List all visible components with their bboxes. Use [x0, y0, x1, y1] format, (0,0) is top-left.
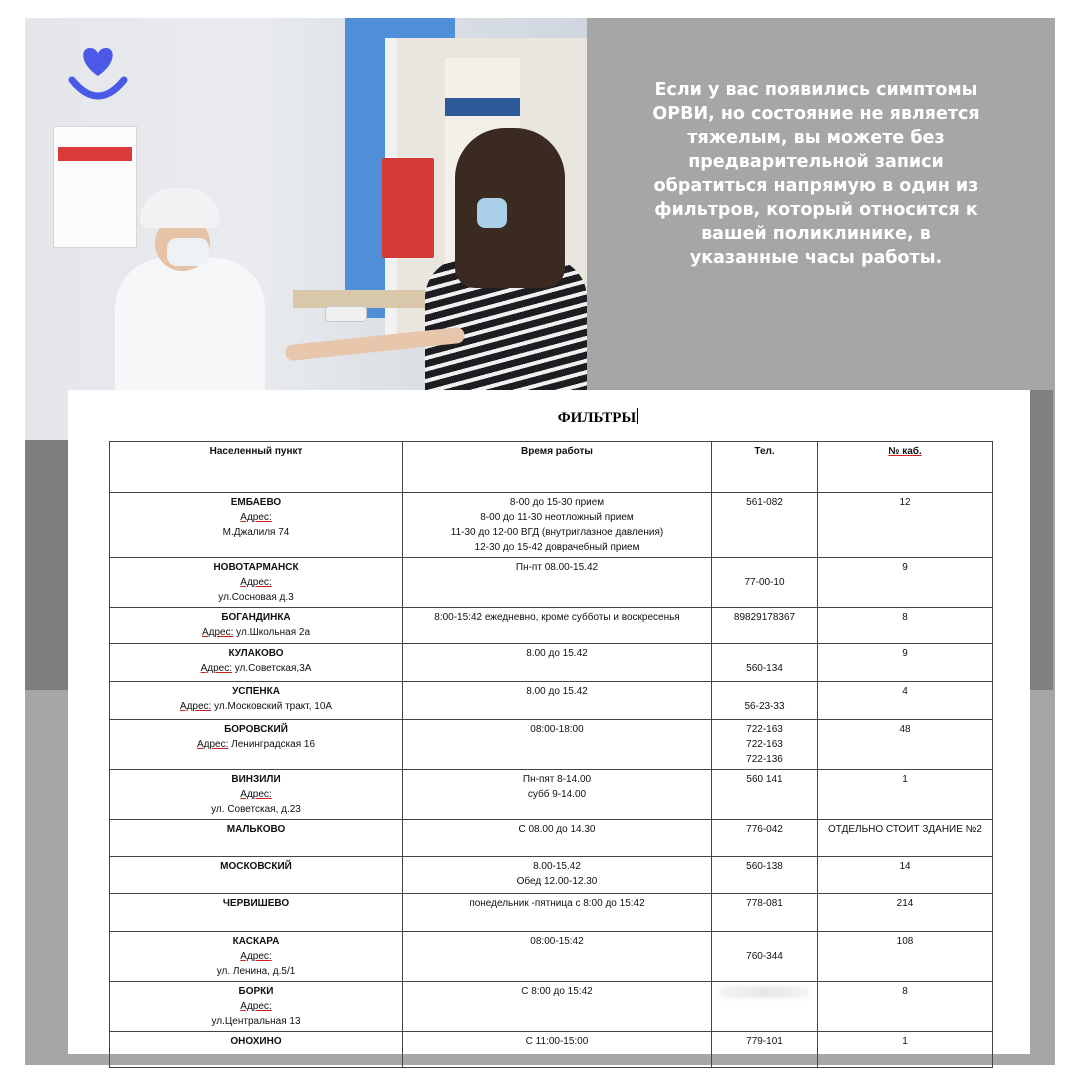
filters-table [109, 441, 993, 1068]
place-address [113, 737, 399, 752]
phone-line: 722-136 [746, 754, 783, 765]
table-row [110, 720, 993, 770]
address-label: Адрес: [201, 627, 234, 638]
hours-line: 8:00-15:42 ежедневно, кроме субботы и воскресенья [434, 612, 680, 623]
cell-room: 214 [818, 894, 993, 932]
cell-hours [403, 608, 712, 644]
message-line: тяжелым, вы можете без [687, 128, 945, 148]
cell-hours [403, 770, 712, 820]
cell-hours [403, 932, 712, 982]
place-address [113, 625, 399, 640]
address-label-line [113, 787, 399, 802]
address-value: ул.Сосновая д.3 [218, 592, 294, 603]
cell-phone [712, 857, 818, 894]
phone-line [715, 684, 814, 699]
table-row [110, 894, 993, 932]
place-name: УСПЕНКА [232, 686, 280, 697]
table-row [110, 493, 993, 558]
photo-thermometer [325, 306, 367, 322]
cell-hours [403, 558, 712, 608]
cell-hours [403, 894, 712, 932]
place-name: БОРОВСКИЙ [224, 724, 288, 735]
cell-hours [403, 982, 712, 1032]
table-row [110, 982, 993, 1032]
cell-room: 14 [818, 857, 993, 894]
cell-place [110, 894, 403, 932]
hours-line: 08:00-15:42 [530, 936, 584, 947]
cell-phone [712, 720, 818, 770]
address-value: М.Джалиля 74 [222, 527, 290, 538]
cell-place [110, 644, 403, 682]
address-label-line [113, 999, 399, 1014]
phone-line: 561-082 [746, 497, 783, 508]
table-row [110, 820, 993, 857]
cell-place [110, 820, 403, 857]
address-value: ул.Московский тракт, 10А [214, 701, 333, 712]
cell-phone [712, 1032, 818, 1068]
address-label: Адрес: [196, 739, 229, 750]
cell-room: ОТДЕЛЬНО СТОИТ ЗДАНИЕ №2 [818, 820, 993, 857]
cell-phone [712, 608, 818, 644]
cell-room: 12 [818, 493, 993, 558]
cell-hours [403, 720, 712, 770]
header-phone: Тел. [712, 442, 818, 493]
phone-line: 722-163 [746, 724, 783, 735]
address-label: Адрес: [240, 577, 272, 588]
hours-line: Пн-пят 8-14.00 [522, 774, 592, 785]
message-line: обратиться напрямую в один из [653, 176, 979, 196]
hours-line: С 8:00 до 15:42 [521, 986, 593, 997]
cell-room: 9 [818, 644, 993, 682]
table-row [110, 682, 993, 720]
cell-room: 8 [818, 608, 993, 644]
phone-line [715, 934, 814, 949]
hours-line: С 11:00-15:00 [525, 1036, 589, 1047]
address-label: Адрес: [240, 1001, 272, 1012]
table-row [110, 857, 993, 894]
phone-line: 722-163 [746, 739, 783, 750]
table-row [110, 1032, 993, 1068]
filters-document [68, 390, 1030, 1054]
cell-room: 8 [818, 982, 993, 1032]
cell-phone [712, 682, 818, 720]
cell-phone [712, 982, 818, 1032]
cell-phone [712, 894, 818, 932]
heart-smile-logo-icon [68, 42, 128, 104]
table-row [110, 644, 993, 682]
phone-line: 89829178367 [733, 612, 796, 623]
cell-phone [712, 932, 818, 982]
table-row [110, 932, 993, 982]
cell-room: 48 [818, 720, 993, 770]
address-label: Адрес: [179, 701, 212, 712]
message-line: Если у вас появились симптомы [654, 80, 978, 100]
place-name: БОРКИ [238, 986, 274, 997]
address-value: ул.Школьная 2а [236, 627, 311, 638]
place-name: ВИНЗИЛИ [231, 774, 281, 785]
cell-place [110, 770, 403, 820]
cell-room: 1 [818, 1032, 993, 1068]
place-address [113, 661, 399, 676]
hours-line: 8-00 до 15-30 прием [509, 497, 605, 508]
phone-line: 776-042 [746, 824, 783, 835]
cell-hours [403, 644, 712, 682]
cell-hours [403, 857, 712, 894]
phone-line [715, 560, 814, 575]
cell-hours [403, 493, 712, 558]
hours-line: 8.00-15.42 [533, 861, 581, 872]
hours-line: 12-30 до 15-42 доврачебный прием [474, 542, 640, 553]
cell-room: 4 [818, 682, 993, 720]
hours-line: Пн-пт 08.00-15.42 [515, 562, 599, 573]
hours-line: С 08.00 до 14.30 [518, 824, 596, 835]
cell-place [110, 932, 403, 982]
document-title: ФИЛЬТРЫ [557, 410, 637, 426]
cell-room: 9 [818, 558, 993, 608]
cell-phone [712, 493, 818, 558]
message-line: ОРВИ, но состояние не является [652, 104, 980, 124]
place-name: КАСКАРА [232, 936, 280, 947]
place-name: ЕМБАЕВО [230, 497, 282, 508]
address-label: Адрес: [240, 951, 272, 962]
header-place: Населенный пункт [110, 442, 403, 493]
header-hours: Время работы [403, 442, 712, 493]
cell-hours [403, 820, 712, 857]
phone-redacted [720, 986, 810, 998]
cell-phone [712, 820, 818, 857]
address-label: Адрес: [240, 789, 272, 800]
phone-line: 560 141 [746, 774, 783, 785]
place-name: МОСКОВСКИЙ [220, 861, 292, 872]
left-dark-band [25, 440, 68, 690]
table-row [110, 558, 993, 608]
address-label-line [113, 949, 399, 964]
hours-line: 8-00 до 11-30 неотложный прием [480, 512, 634, 523]
hours-line: понедельник -пятница с 8:00 до 15:42 [469, 898, 645, 909]
address-label-line [113, 510, 399, 525]
hours-line: 11-30 до 12-00 ВГД (внутриглазное давления) [450, 527, 664, 538]
right-dark-band [1030, 390, 1053, 690]
hours-line: Обед 12.00-12.30 [516, 876, 598, 887]
cell-place [110, 1032, 403, 1068]
hours-line: 8.00 до 15.42 [526, 648, 588, 659]
place-address [113, 699, 399, 714]
phone-line: 56-23-33 [744, 701, 785, 712]
cell-place [110, 682, 403, 720]
place-name: МАЛЬКОВО [226, 824, 286, 835]
cell-phone [712, 770, 818, 820]
address-value: ул.Центральная 13 [211, 1016, 301, 1027]
address-value: Ленинградская 16 [231, 739, 316, 750]
header-room: № каб. [818, 442, 993, 493]
place-name: КУЛАКОВО [228, 648, 284, 659]
cell-room: 1 [818, 770, 993, 820]
cell-room: 108 [818, 932, 993, 982]
address-label-line [113, 575, 399, 590]
phone-line: 560-134 [746, 663, 783, 674]
address-value: ул.Советская,3А [234, 663, 312, 674]
phone-line: 77-00-10 [744, 577, 785, 588]
message-line: вашей поликлинике, в [701, 224, 931, 244]
hours-line: 08:00-18:00 [530, 724, 584, 735]
address-label: Адрес: [200, 663, 232, 674]
phone-line: 779-101 [746, 1036, 783, 1047]
place-name: НОВОТАРМАНСК [213, 562, 299, 573]
cell-hours [403, 1032, 712, 1068]
cell-place [110, 558, 403, 608]
phone-line: 560-138 [746, 861, 783, 872]
cell-phone [712, 644, 818, 682]
cell-phone [712, 558, 818, 608]
message-line: фильтров, который относится к [654, 200, 978, 220]
message-line: указанные часы работы. [689, 248, 943, 268]
message-line: предварительной записи [688, 152, 944, 172]
address-label: Адрес: [240, 512, 272, 523]
table-header-row [110, 442, 993, 493]
hours-line: 8.00 до 15.42 [526, 686, 588, 697]
place-name: ОНОХИНО [230, 1036, 282, 1047]
place-name: БОГАНДИНКА [221, 612, 291, 623]
cell-place [110, 608, 403, 644]
symptoms-message [620, 78, 1012, 270]
cell-place [110, 720, 403, 770]
cell-hours [403, 682, 712, 720]
cell-place [110, 982, 403, 1032]
table-row [110, 608, 993, 644]
cell-place [110, 493, 403, 558]
address-value: ул. Советская, д.23 [211, 804, 301, 815]
place-name: ЧЕРВИШЕВО [222, 898, 290, 909]
phone-line: 778-081 [746, 898, 783, 909]
hours-line: субб 9-14.00 [527, 789, 587, 800]
phone-line: 760-344 [746, 951, 783, 962]
address-value: ул. Ленина, д.5/1 [216, 966, 296, 977]
table-row [110, 770, 993, 820]
cell-place [110, 857, 403, 894]
phone-line [715, 646, 814, 661]
